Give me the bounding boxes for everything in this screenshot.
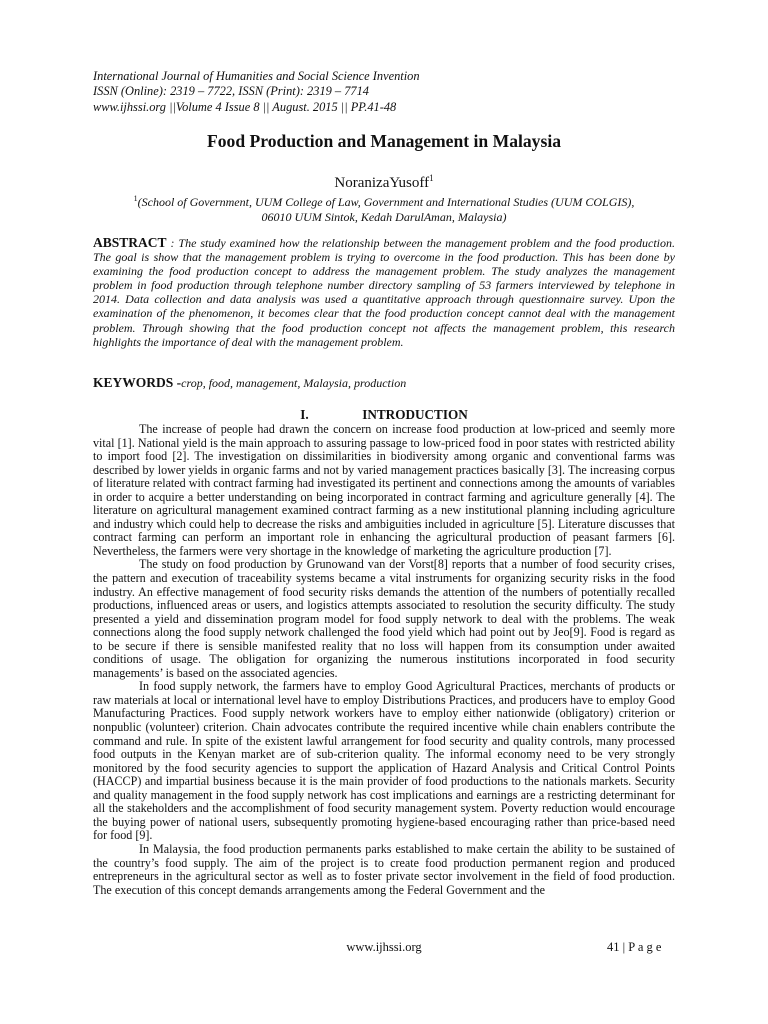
section-title: INTRODUCTION — [362, 407, 468, 422]
keywords — [93, 375, 675, 391]
author-line — [0, 169, 768, 192]
abstract-separator: : — [166, 236, 179, 250]
section-number: I. — [300, 407, 309, 422]
affiliation-line-1: (School of Government, UUM College of Law, Government and International Studies (UUM COLGIS), — [137, 195, 635, 209]
journal-volume: www.ijhssi.org ||Volume 4 Issue 8 || August. 2015 || PP.41-48 — [93, 99, 397, 114]
affiliation — [93, 191, 675, 225]
author-superscript: 1 — [429, 173, 434, 183]
abstract — [93, 236, 675, 349]
abstract-text: The study examined how the relationship between the management problem and the food production. The goal is show that the management problem is trying to overcome in the food production. This has been done by examining the food production concept to address the management problem. The study analyzes the management problem in food production through telephone number directory sampling of 53 farmers interviewed by telephone in 2014. Data collection and data analysis was used a quantitative approach through questionnaire survey. Upon the examination of the phenomenon, it becomes clear that the food production concept cannot deal with the management problem. Through showing that the food production concept not affects the management problem, this research highlights the importance of deal with the management problem. — [93, 236, 676, 349]
section-heading — [0, 407, 768, 423]
journal-name: International Journal of Humanities and Social Science Invention — [93, 69, 420, 83]
body-paragraph: The study on food production by Grunowand van der Vorst[8] reports that a number of food security crises, the pattern and execution of traceability systems became a vital instruments for organizing security risks in the food industry. An effective management of food security risks demands the attention of the numbers of potentially recalled productions, influenced areas or users, and logistics attempts associated to resolution the security difficulty. The study presented a yield and dissemination program model for food supply network to deal with the problems. The weak connections along the food supply network challenged the food yield which had point out by Jeo[9]. Food is regard as to be secure if there is sensible manifested reality that no loss will happen from its consumption under awaited conditions of usage. The obligation for organizing the numerous institutions incorporated in food security managements’ is based on the associated agencies. — [93, 557, 675, 680]
affiliation-superscript: 1 — [133, 194, 138, 203]
abstract-label: ABSTRACT — [93, 235, 167, 250]
journal-issn: ISSN (Online): 2319 – 7722, ISSN (Print): 2319 – 7714 — [93, 84, 370, 99]
paper-title: Food Production and Management in Malaysia — [206, 131, 561, 151]
keywords-text: crop, food, management, Malaysia, production — [181, 376, 407, 390]
body-text — [93, 423, 675, 897]
footer-url: www.ijhssi.org — [346, 940, 422, 954]
body-paragraph: In Malaysia, the food production permanents parks established to make certain the ability to be sustained of the country’s food supply. The aim of the project is to create food production permanent region and produced entrepreneurs in the agricultural sector as well as to foster private sector involvement in the field of food production. The execution of this concept demands arrangements among the Federal Government and the — [93, 841, 675, 897]
body-paragraph: In food supply network, the farmers have to employ Good Agricultural Practices, merchants of products or raw materials at local or international level have to employ Distributions Practices, and producers have to employ Good Manufacturing Practices. Food supply network workers have to employ either nationwide (obligatory) criterion or nonpublic (volunteer) criterion. Chain advocates contribute the required incentive while chain enablers contribute the command and rule. In spite of the existent lawful arrangement for food security and quality controls, many processed food outputs in the Kenyan market are of sub-criterion quality. The informal economy need to be very strongly monitored by the food security agencies to support the application of Hazard Analysis and Critical Control Points (HACCP) and impartial business because it is the main provider of food productions to the nationals markets. Security and quality management in the food supply network has cost implications and earnings are a restricting determinant for all the stakeholders and the accomplishment of food security management system. Poverty reduction would encourage the buying power of national users, subsequently promoting hygiene-based encouraging rather than price-based need for food [9]. — [93, 679, 675, 843]
affiliation-line-2: 06010 UUM Sintok, Kedah DarulAman, Malaysia) — [261, 210, 507, 224]
journal-header — [93, 69, 420, 115]
footer-page-number: 41 | P a g e — [607, 940, 662, 954]
author-name: NoranizaYusoff — [334, 175, 430, 191]
keywords-label: KEYWORDS - — [93, 375, 182, 390]
body-paragraph: The increase of people had drawn the concern on increase food production at low-priced and seemly more vital [1]. National yield is the main approach to assuring passage to low-priced food in poor states with restricted ability to import food [2]. The investigation on dissimilarities in biodiversity among organic and conventional farms was described by lower yields in organic farms and not by varied management practices basically [3]. The increasing corpus of literature related with contract farming had investigated its pertinent and connections among the amounts of variables in order to acquire a better understanding on being incorporated in contract farming and agriculture generally [4]. The literature on agricultural management examined contract farming as a new institutional planning including agriculture and industry which could help to decrease the risks and ambiguities included in agriculture [5]. Literature discusses that contract farming can perform an important role in enhancing the agricultural production of peasant farmers [6]. Nevertheless, the farmers were very shortage in the knowledge of marketing the agriculture production [7]. — [93, 422, 675, 558]
